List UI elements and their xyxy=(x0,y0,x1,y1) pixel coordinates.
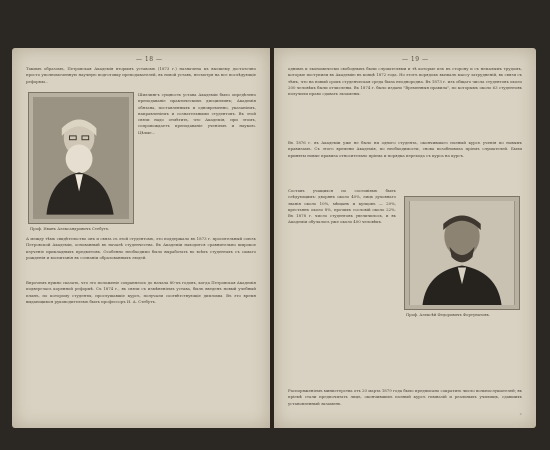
portrait-figure xyxy=(409,201,515,305)
top-text: однимъ и экономически свободныхъ были слушателями и тѣ которые изъ въ сторону и съ немалымъ трудомъ, которые поступили въ Академію въ концѣ 1872 года. Но этотъ порядокъ вызвалъ массу затрудненій, въ связи съ тѣмъ, что на новый срокъ студенческая среда была неоднородна. Въ 1873 г. изъ общаго числа студентовъ около 200 человѣкъ были отчислены. Въ 1874 г. было издано "Временныя правила", по которымъ около 63 студентовъ получили право сдавать экзамены. xyxy=(288,66,522,96)
portrait-frame xyxy=(409,201,515,305)
page-number: — 18 — xyxy=(136,56,163,63)
stats-text: Составъ учащихся по сословіямъ былъ слѣдующимъ: дворянъ около 40%, лицъ духовнаго званія около 10%, мѣщанъ и купцовъ — 20%, крестьянъ около 8%, прочихъ сословій около 22%. Въ 1878 г. число студентовъ увеличилось, и въ Академіи обучалось уже около 400 человѣкъ. xyxy=(288,188,396,225)
right-page xyxy=(274,48,536,428)
portrait-photo xyxy=(28,92,134,224)
footer-text: Впрочемъ нужно сказать, что это положеніе сохранялось до начала 80-хъ годовъ, когда Петровская Академія подверглась коренной реформѣ. Съ 1874 г., въ связи съ измѣненіемъ устава, былъ введенъ новый учебный планъ, по которому студенты, прослушавшіе курсъ, получали соотвѣтствующіе дипломы. Въ это время выдающимся руководителемъ былъ профессоръ И. А. Стебутъ. xyxy=(26,280,256,304)
left-page xyxy=(12,48,270,428)
portrait-figure xyxy=(33,97,129,217)
portrait-frame xyxy=(33,97,129,219)
page-number: — 19 — xyxy=(402,56,429,63)
bottom-text: Распоряженіемъ министерства отъ 20 марта 1879 года было предписано сократить число вольнослушателей; въ пріемѣ стали предпочитать лицъ, окончившихъ полный курсъ гимназій и реальныхъ училищъ, сдавшихъ установленный экзаменъ. xyxy=(288,388,522,406)
middle-text: Въ 1876 г. въ Академіи уже не было ни одного студента, окончившаго полный курсъ ученія по новымъ правиламъ. Съ этого времени Академія, по необходимости, снова возобновила пріемъ слушателей. Были приняты новые правила относительно пріема и порядка перехода съ курса на курсъ. xyxy=(288,140,522,158)
header-text: Такимъ образомъ, Петровская Академія вторымъ уставомъ (1873 г.) назначена къ высшему достаточно просто уполномоченную научную подготовку преподавателей, въ новой уставъ, несмотря на все послѣдующіе реформы... xyxy=(26,66,256,84)
end-mark: » xyxy=(519,411,522,416)
portrait-caption: Проф. Иванъ Александровичъ Стебутъ. xyxy=(30,226,110,231)
portrait-photo xyxy=(404,196,520,310)
portrait-caption: Проф. Алексѣй Федоровичъ Фортунатовъ. xyxy=(406,312,491,317)
continuation-text: А между тѣмъ свидѣтельство онъ и связь съ этой студентомъ, это поддержало въ 1873 г. просительный союзъ Петровской Академіи, основанный въ началѣ студенчества. Въ Академіи находится сравнительно широкое изученіе прикладныхъ предметовъ. Особенно необходимо было выработать во всѣхъ студентахъ съ самаго рожденія и воспитанія въ сознаніи образованныхъ людей. xyxy=(26,236,256,260)
right-column-text: Шиллингъ сущность устава Академіи было опредѣлено преподаваніе практическихъ дисциплинъ; Академія обязана, поставленныхъ и одновременно, указаніемъ, направленіемъ и сознательными студентовъ. Въ этой связи надо отмѣтить, что Академія, при этомъ, сопровождаетъ преподаваніе ученіемъ и наукою. Цѣлые... xyxy=(138,92,256,135)
